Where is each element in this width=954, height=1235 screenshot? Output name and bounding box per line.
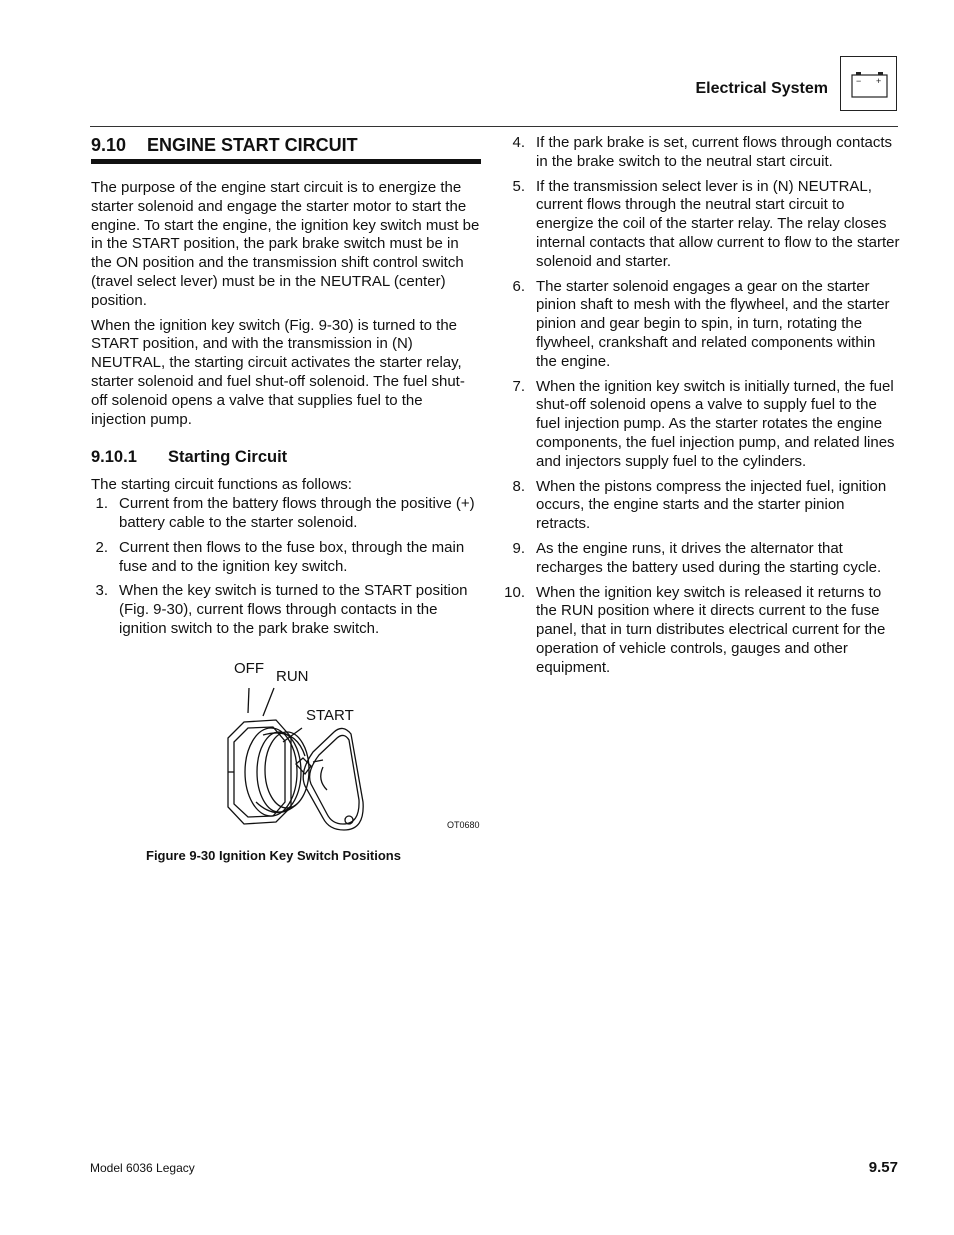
- section-heading: [91, 134, 481, 164]
- step-text: Current from the battery flows through the positive (+) battery cable to the starter solenoid.: [119, 495, 475, 531]
- steps-list-left: [91, 495, 481, 639]
- list-item: [504, 583, 900, 678]
- page-number: 9.57: [868, 1159, 898, 1176]
- footer-model: Model 6036 Legacy: [90, 1161, 195, 1175]
- step-text: If the park brake is set, current flows through contacts in the brake switch to the neutral start circuit.: [536, 134, 893, 170]
- step-number: 5.: [512, 177, 525, 195]
- subsection-title: Starting Circuit: [168, 448, 288, 467]
- right-column: [504, 134, 900, 684]
- step-number: 7.: [512, 377, 525, 395]
- subsection-number: 9.10.1: [91, 448, 137, 467]
- figure-caption: Figure 9-30 Ignition Key Switch Positions: [146, 848, 401, 863]
- list-item: [91, 495, 481, 533]
- step-text: When the pistons compress the injected fuel, ignition occurs, the engine starts and the starter pinion retracts.: [536, 477, 887, 533]
- label-run: RUN: [276, 668, 309, 685]
- step-text: When the ignition key switch is released it returns to the RUN position where it directs current to the fuse panel, that in turn distributes electrical current for the operation of vehicle controls, gauges and other equipment.: [536, 583, 886, 676]
- header-divider: [90, 126, 898, 127]
- list-item: [508, 178, 900, 272]
- section-header-title: Electrical System: [695, 80, 828, 97]
- left-column: [91, 134, 481, 645]
- step-number: 8.: [512, 477, 525, 495]
- step-text: As the engine runs, it drives the alternator that recharges the battery used during the starting cycle.: [536, 539, 882, 576]
- steps-list-right: [504, 134, 900, 678]
- step-number: 1.: [95, 495, 108, 513]
- battery-plus-label: +: [876, 76, 882, 86]
- figure-code: OT0680: [447, 820, 480, 830]
- list-item: [508, 478, 900, 534]
- battery-minus-label: −: [856, 76, 862, 86]
- step-number: 9.: [512, 539, 525, 557]
- label-start: START: [306, 707, 354, 724]
- description-paragraph: When the ignition key switch (Fig. 9-30) is turned to the START position, and with the transmission in (N) NEUTRAL, the starting circuit activates the starter relay, starter solenoid and fuel shut-off solenoid. The fuel shut-off solenoid opens a valve that supplies fuel to the injection pump.: [91, 316, 465, 428]
- step-text: Current then flows to the fuse box, through the main fuse and to the ignition key switch.: [119, 538, 465, 575]
- list-item: [508, 540, 900, 578]
- list-intro: The starting circuit functions as follows:: [91, 476, 352, 494]
- ignition-switch-figure: [91, 652, 481, 842]
- list-item: [508, 378, 900, 472]
- intro-paragraph: The purpose of the engine start circuit is to energize the starter solenoid and engage the starter motor to start the engine. To start the engine, the ignition key switch must be in the START position, the park brake switch must be in the ON position and the transmission shift control switch (travel select lever) must be in the NEUTRAL (center) position.: [91, 179, 480, 309]
- step-text: When the key switch is turned to the START position (Fig. 9-30), current flows through contacts in the ignition switch to the park brake switch.: [119, 582, 468, 637]
- step-number: 3.: [95, 582, 108, 600]
- step-number: 6.: [512, 277, 525, 295]
- step-number: 10.: [504, 583, 525, 601]
- step-text: When the ignition key switch is initially turned, the fuel shut-off solenoid opens a valve to supply fuel to the fuel injection pump. As the starter rotates the engine components, the fuel injection pump, and related lines and injectors supply fuel to the cylinders.: [536, 377, 895, 470]
- key-switch-drawing: [91, 652, 481, 842]
- list-item: [508, 134, 900, 172]
- list-item: [91, 582, 481, 638]
- step-number: 4.: [512, 134, 525, 151]
- subsection-heading: [91, 448, 481, 467]
- step-number: 2.: [95, 538, 108, 556]
- step-text: The starter solenoid engages a gear on the starter pinion shaft to mesh with the flywheel, and the starter pinion and gear begin to spin, in turn, rotating the flywheel, crankshaft and related components within the engine.: [536, 277, 890, 370]
- list-item: [91, 539, 481, 577]
- list-item: [508, 278, 900, 372]
- step-text: If the transmission select lever is in (N) NEUTRAL, current flows through the neutral start circuit to energize the coil of the starter relay. The relay closes internal contacts that allow current to flow to the starter solenoid and starter.: [536, 177, 900, 270]
- section-title: ENGINE START CIRCUIT: [147, 135, 358, 155]
- battery-icon: [840, 56, 897, 111]
- label-off: OFF: [234, 660, 264, 677]
- section-number: 9.10: [91, 135, 127, 155]
